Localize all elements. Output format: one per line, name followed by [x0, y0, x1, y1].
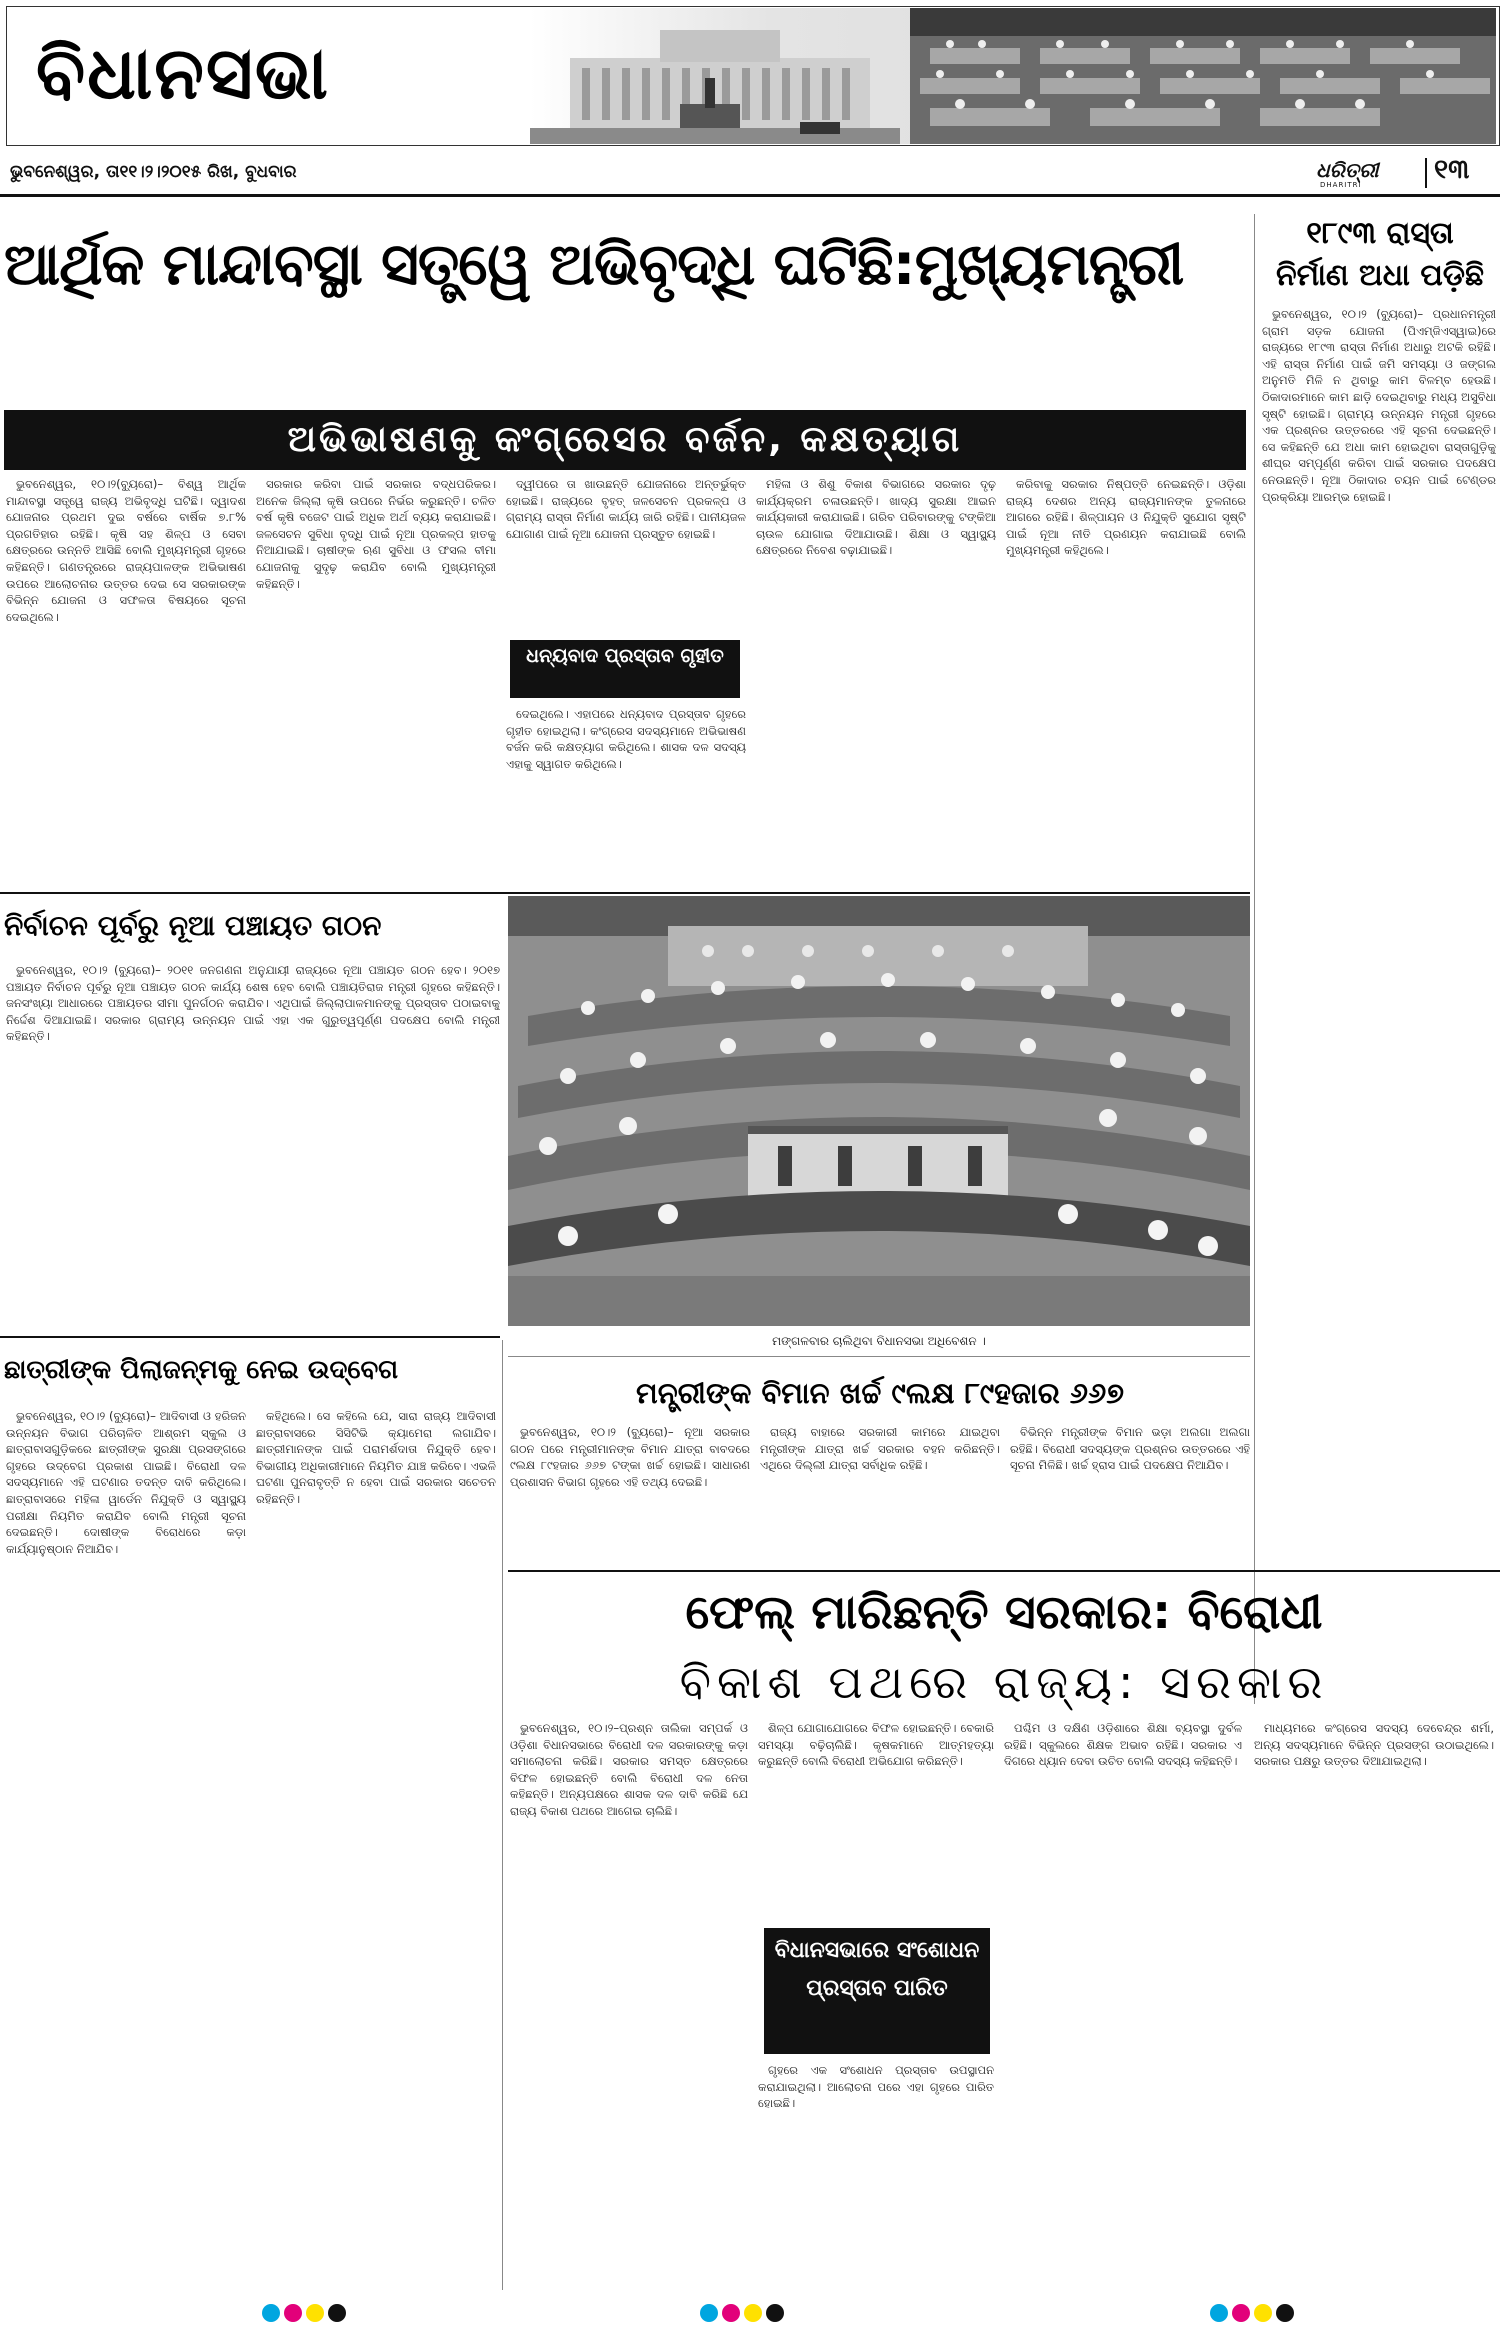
lead-col-3-text: ଦ୍ୱୀପରେ ତା ଖାଉଛନ୍ତି ଯୋଜନାରେ ଅନ୍ତର୍ଭୁକ୍ତ ହୋଇଛି। ରାଜ୍ୟରେ ବୃହତ୍ ଜଳସେଚନ ପ୍ରକଳ୍ପ ଓ ଗ୍ରାମ୍ୟ ରାସ୍ତା ନିର୍ମାଣ କାର୍ଯ୍ୟ ଜାରି ରହିଛି। ପାନୀୟଜଳ ଯୋଗାଣ ପାଇଁ ନୂଆ ଯୋଜନା ପ୍ରସ୍ତୁତ ହୋଇଛି।	[506, 477, 746, 541]
girls-col-2-text: କହିଥିଲେ। ସେ କହିଲେ ଯେ, ସାରା ରାଜ୍ୟ ଆଦିବାସୀ ଛାତ୍ରାବାସରେ ସିସିଟିଭି କ୍ୟାମେରା ଲଗାଯିବ। ଛାତ୍ରୀମାନଙ୍କ ପାଇଁ ପରାମର୍ଶଦାତା ନିଯୁକ୍ତି ହେବ। ବିଭାଗୀୟ ଅଧିକାରୀମାନେ ନିୟମିତ ଯାଞ୍ଚ କରିବେ। ଏଭଳି ଘଟଣା ପୁନରାବୃତ୍ତି ନ ହେବା ପାଇଁ ସରକାର ସଚେତନ ରହିଛନ୍ତି।	[256, 1409, 496, 1506]
page-number: ୧୩	[1434, 154, 1470, 185]
lead-col-5	[1006, 476, 1246, 886]
girls-rule	[0, 1336, 500, 1338]
panchayat-body	[6, 962, 500, 1332]
page-number-divider	[1425, 158, 1427, 188]
right-column-rule	[1254, 214, 1255, 1704]
opp-col-1-text: ଭୁବନେଶ୍ୱର, ୧୦।୨–ପ୍ରଶ୍ନ ତାଲିକା ସମ୍ପର୍କ ଓ ଓଡ଼ିଶା ବିଧାନସଭାରେ ବିରୋଧୀ ଦଳ ସରକାରଙ୍କୁ କଡ଼ା ସମାଲୋଚନା କରିଛି। ସରକାର ସମସ୍ତ କ୍ଷେତ୍ରରେ ବିଫଳ ହୋଇଛନ୍ତି ବୋଲି ବିରୋଧୀ ଦଳ ନେତା କହିଛନ୍ତି। ଅନ୍ୟପକ୍ଷରେ ଶାସକ ଦଳ ଦାବି କରିଛି ଯେ ରାଜ୍ୟ ବିକାଶ ପଥରେ ଆଗେଇ ଚାଲିଛି।	[510, 1721, 748, 1818]
plane-headline: ମନ୍ତ୍ରୀଙ୍କ ବିମାନ ଖର୍ଚ୍ଚ ୯ଲକ୍ଷ ୮୯ହଜାର ୬୬୭	[636, 1376, 1124, 1410]
assembly-photo	[508, 896, 1250, 1326]
lead-col-1	[6, 476, 246, 886]
plane-rule	[508, 1356, 1250, 1357]
lead-subhead: ଅଭିଭାଷଣକୁ କଂଗ୍ରେସର ବର୍ଜନ, କକ୍ଷତ୍ୟାଗ	[4, 410, 1246, 470]
section-title: ବିଧାନସଭା	[36, 31, 330, 115]
plane-col-1-text: ଭୁବନେଶ୍ୱର, ୧୦।୨ (ବ୍ୟୁରୋ)– ନୂଆ ସରକାର ଗଠନ ପରେ ମନ୍ତ୍ରୀମାନଙ୍କ ବିମାନ ଯାତ୍ରା ବାବଦରେ ୯ଲକ୍ଷ ୮୯ହଜାର ୬୬୭ ଟଙ୍କା ଖର୍ଚ୍ଚ ହୋଇଛି। ସାଧାରଣ ପ୍ରଶାସନ ବିଭାଗ ଗୃହରେ ଏହି ତଥ୍ୟ ଦେଇଛି।	[510, 1425, 750, 1489]
opp-col-4	[1254, 1720, 1494, 2290]
lead-col-3	[506, 476, 746, 636]
panchayat-rule	[0, 892, 1250, 894]
masthead-photo	[530, 8, 1496, 144]
date-line: ଭୁବନେଶ୍ୱର, ତା୧୧।୨।୨୦୧୫ ରିଖ, ବୁଧବାର	[10, 162, 297, 182]
registration-mark-icon	[1276, 2304, 1294, 2322]
opp-col-1	[510, 1720, 748, 2290]
lead-col-5-text: କରିବାକୁ ସରକାର ନିଷ୍ପତ୍ତି ନେଇଛନ୍ତି। ଓଡ଼ିଶା ରାଜ୍ୟ ଦେଶର ଅନ୍ୟ ରାଜ୍ୟମାନଙ୍କ ତୁଳନାରେ ଆଗରେ ରହିଛି। ଶିଳ୍ପାୟନ ଓ ନିଯୁକ୍ତି ସୁଯୋଗ ସୃଷ୍ଟି ପାଇଁ ନୂଆ ନୀତି ପ୍ରଣୟନ କରାଯାଇଛି ବୋଲି ମୁଖ୍ୟମନ୍ତ୍ରୀ କହିଥିଲେ।	[1006, 477, 1246, 558]
registration-mark-icon	[700, 2304, 718, 2322]
opp-col-2-text: ଶିଳ୍ପ ଯୋଗାଯୋଗରେ ବିଫଳ ହୋଇଛନ୍ତି। ବେକାରି ସମସ୍ୟା ବଢ଼ିଚାଲିଛି। କୃଷକମାନେ ଆତ୍ମହତ୍ୟା କରୁଛନ୍ତି ବୋଲି ବିରୋଧୀ ଅଭିଯୋଗ କରିଛନ୍ତି।	[758, 1721, 994, 1769]
roads-headline-2: ନିର୍ମାଣ ଅଧା ପଡ଼ିଛି	[1275, 258, 1485, 293]
paper-name: ଧରିତ୍ରୀ	[1316, 158, 1379, 182]
registration-mark-icon	[722, 2304, 740, 2322]
registration-mark-icon	[306, 2304, 324, 2322]
registration-mark-icon	[1232, 2304, 1250, 2322]
photo-caption: ମଙ୍ଗଳବାର ଚାଲିଥିବା ବିଧାନସଭା ଅଧିବେଶନ ।	[772, 1334, 986, 1348]
opp-col-4-text: ମାଧ୍ୟମରେ କଂଗ୍ରେସ ସଦସ୍ୟ ଦେବେନ୍ଦ୍ର ଶର୍ମା, ଅନ୍ୟ ସଦସ୍ୟମାନେ ବିଭିନ୍ନ ପ୍ରସଙ୍ଗ ଉଠାଇଥିଲେ। ସରକାର ପକ୍ଷରୁ ଉତ୍ତର ଦିଆଯାଇଥିଲା।	[1254, 1721, 1494, 1769]
registration-mark-icon	[284, 2304, 302, 2322]
lead-col-2-text: ସରକାର କରିବା ପାଇଁ ସରକାର ବଦ୍ଧପରିକର। ଅନେକ ଜିଲ୍ଲା କୃଷି ଉପରେ ନିର୍ଭର କରୁଛନ୍ତି। ଚଳିତ ବର୍ଷ କୃଷି ବଜେଟ ପାଇଁ ଅଧିକ ଅର୍ଥ ବ୍ୟୟ କରାଯାଇଛି। ଜଳସେଚନ ସୁବିଧା ବୃଦ୍ଧି ପାଇଁ ନୂଆ ପ୍ରକଳ୍ପ ହାତକୁ ନିଆଯାଇଛି। ଚାଷୀଙ୍କ ଋଣ ସୁବିଧା ଓ ଫସଲ ବୀମା ଯୋଜନାକୁ ସୁଦୃଢ଼ କରାଯିବ ବୋଲି ମୁଖ୍ୟମନ୍ତ୍ରୀ କହିଛନ୍ତି।	[256, 477, 496, 591]
lead-col-1-text: ଭୁବନେଶ୍ୱର, ୧୦।୨(ବ୍ୟୁରୋ)– ବିଶ୍ୱ ଆର୍ଥିକ ମାନ୍ଦାବସ୍ଥା ସତ୍ତ୍ୱେ ରାଜ୍ୟ ଅଭିବୃଦ୍ଧି ଘଟିଛି। ଦ୍ୱାଦଶ ଯୋଜନାର ପ୍ରଥମ ଦୁଇ ବର୍ଷରେ ବାର୍ଷିକ ୭.୮% ପ୍ରଗତିହାର ରହିଛି। କୃଷି ସହ ଶିଳ୍ପ ଓ ସେବା କ୍ଷେତ୍ରରେ ଉନ୍ନତି ଆସିଛି ବୋଲି ମୁଖ୍ୟମନ୍ତ୍ରୀ ଗୃହରେ କହିଛନ୍ତି। ଗଣତନ୍ତ୍ରରେ ରାଜ୍ୟପାଳଙ୍କ ଅଭିଭାଷଣ ଉପରେ ଆଲୋଚନାର ଉତ୍ତର ଦେଇ ସେ ସରକାରଙ୍କ ବିଭିନ୍ନ ଯୋଜନା ଓ ସଫଳତା ବିଷୟରେ ସୂଚନା ଦେଇଥିଲେ।	[6, 477, 246, 624]
plane-col-2-text: ରାଜ୍ୟ ବାହାରେ ସରକାରୀ କାମରେ ଯାଇଥିବା ମନ୍ତ୍ରୀଙ୍କ ଯାତ୍ରା ଖର୍ଚ୍ଚ ସରକାର ବହନ କରିଛନ୍ତି। ଏଥିରେ ଦିଲ୍ଲୀ ଯାତ୍ରା ସର୍ବାଧିକ ରହିଛି।	[760, 1425, 1000, 1473]
girls-headline: ଛାତ୍ରୀଙ୍କ ପିଲାଜନ୍ମକୁ ନେଇ ଉଦ୍‌ବେଗ	[4, 1355, 399, 1385]
lead-col-4	[756, 476, 996, 886]
panchayat-body-text: ଭୁବନେଶ୍ୱର, ୧୦।୨ (ବ୍ୟୁରୋ)– ୨୦୧୧ ଜନଗଣନା ଅନୁଯାୟୀ ରାଜ୍ୟରେ ନୂଆ ପଞ୍ଚାୟତ ଗଠନ ହେବ। ୨୦୧୭ ପଞ୍ଚାୟତ ନିର୍ବାଚନ ପୂର୍ବରୁ ନୂଆ ପଞ୍ଚାୟତ ଗଠନ କାର୍ଯ୍ୟ ଶେଷ ହେବ ବୋଲି ପଞ୍ଚାୟତିରାଜ ମନ୍ତ୍ରୀ ଗୃହରେ କହିଛନ୍ତି। ଜନସଂଖ୍ୟା ଆଧାରରେ ପଞ୍ଚାୟତର ସୀମା ପୁନର୍ଗଠନ କରାଯିବ। ଏଥିପାଇଁ ଜିଲ୍ଲାପାଳମାନଙ୍କୁ ପ୍ରସ୍ତାବ ପଠାଇବାକୁ ନିର୍ଦ୍ଦେଶ ଦିଆଯାଇଛି। ସରକାର ଗ୍ରାମ୍ୟ ଉନ୍ନୟନ ପାଇଁ ଏହା ଏକ ଗୁରୁତ୍ୱପୂର୍ଣ୍ଣ ପଦକ୍ଷେପ ବୋଲି ମନ୍ତ୍ରୀ କହିଛନ୍ତି।	[6, 963, 500, 1044]
opp-col-2b-text: ଗୃହରେ ଏକ ସଂଶୋଧନ ପ୍ରସ୍ତାବ ଉପସ୍ଥାପନ କରାଯାଇଥିଲା। ଆଲୋଚନା ପରେ ଏହା ଗୃହରେ ପାରିତ ହୋଇଛି।	[758, 2063, 994, 2111]
registration-mark-icon	[262, 2304, 280, 2322]
plane-col-3	[1010, 1424, 1250, 1564]
lead-col-3b	[506, 706, 746, 886]
opp-col-2b	[758, 2062, 994, 2290]
girls-col-2	[256, 1408, 496, 2288]
registration-mark-icon	[744, 2304, 762, 2322]
registration-mark-icon	[1254, 2304, 1272, 2322]
opp-headline-2: ବିକାଶ ପଥରେ ରାଜ୍ୟ: ସରକାର	[679, 1655, 1329, 1709]
opp-rule	[508, 1570, 1500, 1572]
panchayat-headline: ନିର୍ବାଚନ ପୂର୍ବରୁ ନୂଆ ପଞ୍ଚାୟତ ଗଠନ	[4, 909, 382, 942]
roads-body-text: ଭୁବନେଶ୍ୱର, ୧୦।୨ (ବ୍ୟୁରୋ)– ପ୍ରଧାନମନ୍ତ୍ରୀ ଗ୍ରାମ ସଡ଼କ ଯୋଜନା (ପିଏମ୍‌ଜିଏସ୍‌ୱାଇ)ରେ ରାଜ୍ୟରେ ୧୮୯୩ ରାସ୍ତା ନିର୍ମାଣ ଅଧାରୁ ଅଟକି ରହିଛି। ଏହି ରାସ୍ତା ନିର୍ମାଣ ପାଇଁ ଜମି ସମସ୍ୟା ଓ ଜଙ୍ଗଲ ଅନୁମତି ମିଳି ନ ଥିବାରୁ କାମ ବିଳମ୍ବ ହେଉଛି। ଠିକାଦାରମାନେ କାମ ଛାଡ଼ି ଦେଇଥିବାରୁ ମଧ୍ୟ ଅସୁବିଧା ସୃଷ୍ଟି ହୋଇଛି। ଗ୍ରାମ୍ୟ ଉନ୍ନୟନ ମନ୍ତ୍ରୀ ଗୃହରେ ଏକ ପ୍ରଶ୍ନର ଉତ୍ତରରେ ଏହି ସୂଚନା ଦେଇଛନ୍ତି। ସେ କହିଛନ୍ତି ଯେ ଅଧା କାମ ହୋଇଥିବା ରାସ୍ତାଗୁଡ଼ିକୁ ଶୀଘ୍ର ସମ୍ପୂର୍ଣ୍ଣ କରିବା ପାଇଁ ସରକାର ପଦକ୍ଷେପ ନେଉଛନ୍ତି। ନୂଆ ଠିକାଦାର ଚୟନ ପାଇଁ ଟେଣ୍ଡର ପ୍ରକ୍ରିୟା ଆରମ୍ଭ ହୋଇଛି।	[1262, 307, 1496, 504]
plane-col-2	[760, 1424, 1000, 1564]
girls-col-1	[6, 1408, 246, 2288]
opp-box: ବିଧାନସଭାରେ ସଂଶୋଧନ ପ୍ରସ୍ତାବ ପାରିତ	[764, 1928, 990, 2054]
registration-mark-icon	[1210, 2304, 1228, 2322]
paper-sub: DHARITRI	[1320, 181, 1362, 189]
printer-marks	[0, 2296, 1500, 2330]
plane-col-1	[510, 1424, 750, 1564]
roads-body	[1262, 306, 1496, 1701]
vote-box: ଧନ୍ୟବାଦ ପ୍ରସ୍ତାବ ଗୃହୀତ	[510, 640, 740, 698]
lead-col-2	[256, 476, 496, 886]
lead-col-4-text: ମହିଳା ଓ ଶିଶୁ ବିକାଶ ବିଭାଗରେ ସରକାର ଦୃଢ଼ କାର୍ଯ୍ୟକ୍ରମ ଚଳାଉଛନ୍ତି। ଖାଦ୍ୟ ସୁରକ୍ଷା ଆଇନ କାର୍ଯ୍ୟକାରୀ କରାଯାଇଛି। ଗରିବ ପରିବାରଙ୍କୁ ଟଙ୍କିଆ ଚାଉଳ ଯୋଗାଇ ଦିଆଯାଉଛି। ଶିକ୍ଷା ଓ ସ୍ୱାସ୍ଥ୍ୟ କ୍ଷେତ୍ରରେ ନିବେଶ ବଢ଼ାଯାଇଛି।	[756, 477, 996, 558]
lead-headline: ଆର୍ଥିକ ମାନ୍ଦାବସ୍ଥା ସତ୍ତ୍ୱେ ଅଭିବୃଦ୍ଧି ଘଟିଛି:ମୁଖ୍ୟମନ୍ତ୍ରୀ	[4, 230, 1184, 298]
opp-col-3-text: ପଶ୍ଚିମ ଓ ଦକ୍ଷିଣ ଓଡ଼ିଶାରେ ଶିକ୍ଷା ବ୍ୟବସ୍ଥା ଦୁର୍ବଳ ରହିଛି। ସ୍କୁଲରେ ଶିକ୍ଷକ ଅଭାବ ରହିଛି। ସରକାର ଏ ଦିଗରେ ଧ୍ୟାନ ଦେବା ଉଚିତ ବୋଲି ସଦସ୍ୟ କହିଛନ୍ତି।	[1004, 1721, 1242, 1769]
girls-col-1-text: ଭୁବନେଶ୍ୱର, ୧୦।୨ (ବ୍ୟୁରୋ)– ଆଦିବାସୀ ଓ ହରିଜନ ଉନ୍ନୟନ ବିଭାଗ ପରିଚାଳିତ ଆଶ୍ରମ ସ୍କୁଲ ଓ ଛାତ୍ରାବାସଗୁଡ଼ିକରେ ଛାତ୍ରୀଙ୍କ ସୁରକ୍ଷା ପ୍ରସଙ୍ଗରେ ଗୃହରେ ଉଦ୍‌ବେଗ ପ୍ରକାଶ ପାଇଛି। ବିରୋଧୀ ଦଳ ସଦସ୍ୟମାନେ ଏହି ଘଟଣାର ତଦନ୍ତ ଦାବି କରିଥିଲେ। ଛାତ୍ରାବାସରେ ମହିଳା ୱାର୍ଡେନ ନିଯୁକ୍ତି ଓ ସ୍ୱାସ୍ଥ୍ୟ ପରୀକ୍ଷା ନିୟମିତ କରାଯିବ ବୋଲି ମନ୍ତ୍ରୀ ସୂଚନା ଦେଇଛନ୍ତି। ଦୋଷୀଙ୍କ ବିରୋଧରେ କଡ଼ା କାର୍ଯ୍ୟାନୁଷ୍ଠାନ ନିଆଯିବ।	[6, 1409, 246, 1556]
opp-col-3	[1004, 1720, 1242, 2290]
masthead-rule	[0, 194, 1500, 197]
roads-headline-1: ୧୮୯୩ ରାସ୍ତା	[1306, 216, 1454, 251]
girls-right-rule	[502, 1340, 503, 2290]
lead-col-3b-text: ଦେଇଥିଲେ। ଏହାପରେ ଧନ୍ୟବାଦ ପ୍ରସ୍ତାବ ଗୃହରେ ଗୃହୀତ ହୋଇଥିଲା। କଂଗ୍ରେସ ସଦସ୍ୟମାନେ ଅଭିଭାଷଣ ବର୍ଜନ କରି କକ୍ଷତ୍ୟାଗ କରିଥିଲେ। ଶାସକ ଦଳ ସଦସ୍ୟ ଏହାକୁ ସ୍ୱାଗତ କରିଥିଲେ।	[506, 707, 746, 771]
masthead	[0, 0, 1500, 189]
plane-col-3-text: ବିଭିନ୍ନ ମନ୍ତ୍ରୀଙ୍କ ବିମାନ ଭଡ଼ା ଅଲଗା ଅଲଗା ରହିଛି। ବିରୋଧୀ ସଦସ୍ୟଙ୍କ ପ୍ରଶ୍ନର ଉତ୍ତରରେ ଏହି ସୂଚନା ମିଳିଛି। ଖର୍ଚ୍ଚ ହ୍ରାସ ପାଇଁ ପଦକ୍ଷେପ ନିଆଯିବ।	[1010, 1425, 1250, 1473]
opp-headline-1: ଫେଲ୍ ମାରିଛନ୍ତି ସରକାର: ବିରୋଧୀ	[685, 1585, 1323, 1640]
registration-mark-icon	[766, 2304, 784, 2322]
opp-col-2	[758, 1720, 994, 1920]
registration-mark-icon	[328, 2304, 346, 2322]
